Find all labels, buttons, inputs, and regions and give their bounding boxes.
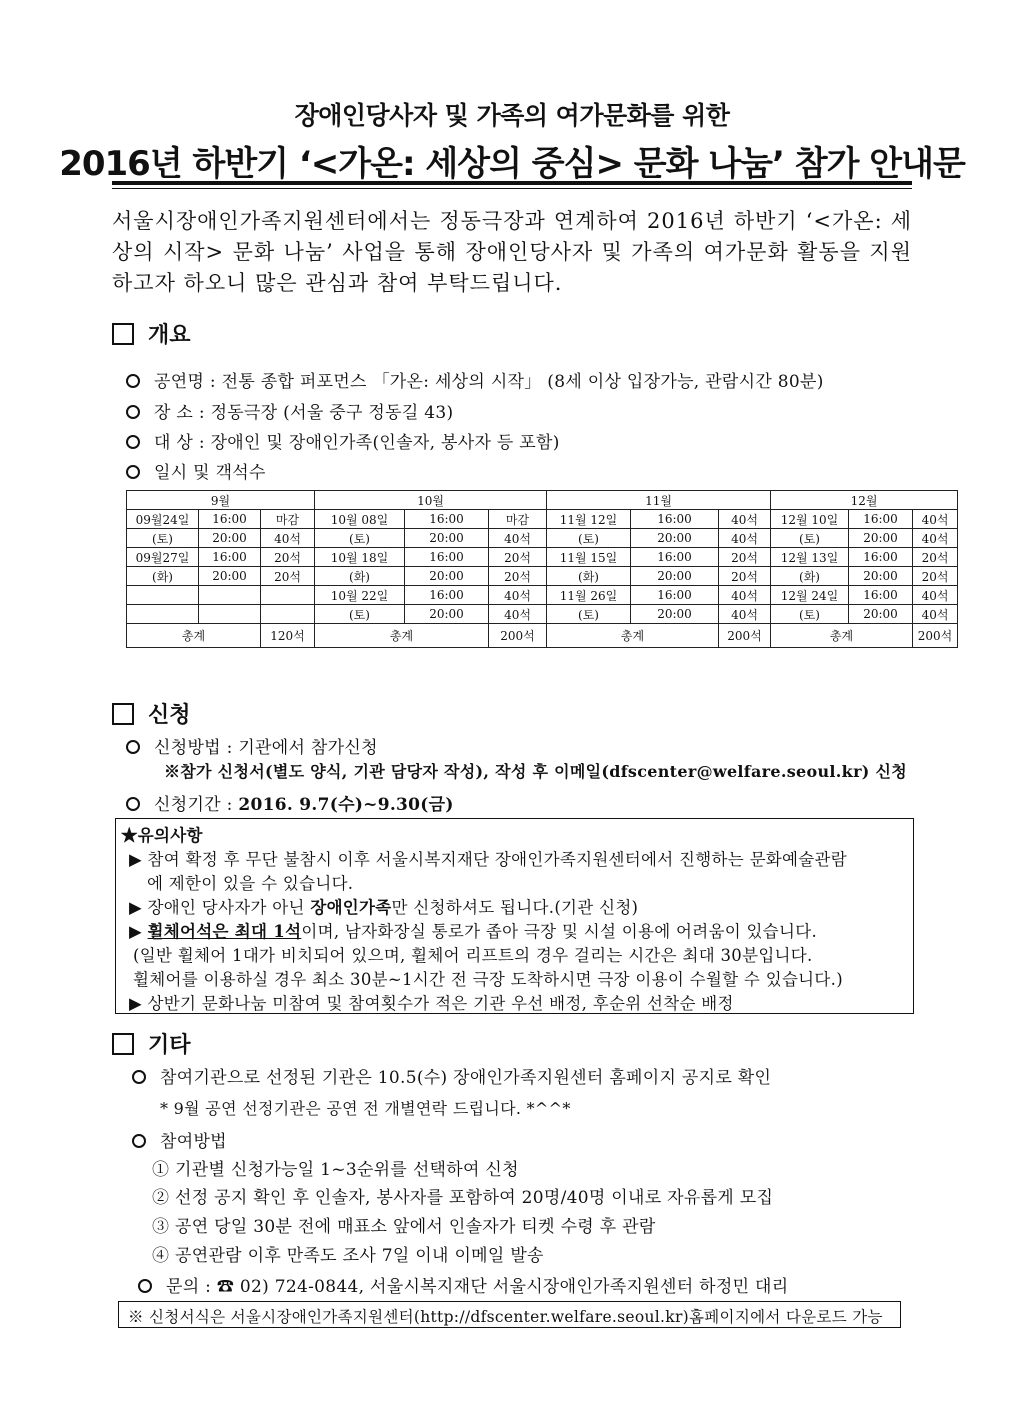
cell (127, 586, 199, 605)
cell: 16:00 (405, 586, 489, 605)
notice-item-5: 휠체어를 이용하실 경우 최소 30분~1시간 전 극장 도착하시면 극장 이용이 수월할 수 있습니다.) (133, 970, 843, 989)
apply-method (126, 733, 378, 758)
total-label: 총계 (315, 624, 489, 648)
total-label: 총계 (547, 624, 719, 648)
cell: 40석 (719, 529, 771, 548)
section-apply (112, 698, 191, 729)
circle-bullet-icon (126, 740, 140, 754)
cell: 16:00 (631, 586, 719, 605)
cell: 11월 26일 (547, 586, 631, 605)
etc-selection-text: 참여기관으로 선정된 기관은 10.5(수) 장애인가족지원센터 홈페이지 공지로 확인 (160, 1068, 772, 1088)
circle-bullet-icon (126, 465, 140, 479)
total-value: 120석 (261, 624, 315, 648)
cell: 10월 18일 (315, 548, 405, 567)
cell: 40석 (913, 529, 958, 548)
cell: (토) (771, 605, 849, 624)
overview-venue-text: 장 소 : 정동극장 (서울 중구 정동길 43) (154, 403, 454, 423)
cell: 20석 (261, 548, 315, 567)
circle-bullet-icon (132, 1070, 146, 1084)
total-label: 총계 (771, 624, 913, 648)
cell: (화) (547, 567, 631, 586)
month-header: 10월 (315, 491, 547, 510)
footer-note: ※ 신청서식은 서울시장애인가족지원센터(http://dfscenter.welfare.seoul.kr)홈페이지에서 다운로드 가능 (128, 1308, 883, 1326)
apply-period-label: 신청기간 : (154, 795, 239, 815)
title-line-1: 장애인당사자 및 가족의 여가문화를 위한 (294, 101, 730, 130)
cell: (토) (547, 529, 631, 548)
notice-item-1a: ▶ 참여 확정 후 무단 불참시 이후 서울시복지재단 장애인가족지원센터에서 진행하는 문화예술관람 (129, 850, 847, 869)
notice-item-6: ▶ 상반기 문화나눔 미참여 및 참여횟수가 적은 기관 우선 배정, 후순위 선착순 배정 (129, 994, 734, 1013)
cell: 20:00 (405, 605, 489, 624)
notice-heading: ★유의사항 (121, 826, 203, 845)
cell: 11월 15일 (547, 548, 631, 567)
overview-performance-text: 공연명 : 전통 종합 퍼포먼스 「가온: 세상의 시작」 (8세 이상 입장가능, 관람시간 80분) (154, 372, 824, 392)
section-apply-heading: 신청 (148, 702, 191, 728)
etc-step-4: ④ 공연관람 이후 만족도 조사 7일 이내 이메일 발송 (152, 1246, 544, 1266)
total-row (127, 624, 958, 648)
cell: 20:00 (631, 567, 719, 586)
intro-paragraph: 서울시장애인가족지원센터에서는 정동극장과 연계하여 2016년 하반기 ‘<가온: 세상의 시작> 문화 나눔’ 사업을 통해 장애인당사자 및 가족의 여가문화 활동을 지원하고자 하오니 많은 관심과 참여 부탁드립니다. (112, 209, 912, 295)
cell: 10월 08일 (315, 510, 405, 529)
cell: 16:00 (849, 548, 913, 567)
cell: (토) (315, 529, 405, 548)
cell: 16:00 (405, 510, 489, 529)
apply-period (126, 790, 454, 815)
apply-method-text: 신청방법 : 기관에서 참가신청 (154, 738, 378, 758)
circle-bullet-icon (126, 435, 140, 449)
cell: 20:00 (405, 567, 489, 586)
cell: 40석 (261, 529, 315, 548)
notice-item-2-bold: 장애인가족 (310, 898, 392, 917)
cell: (토) (771, 529, 849, 548)
section-overview (112, 318, 191, 349)
cell: 40석 (489, 529, 547, 548)
cell: 마감 (261, 510, 315, 529)
total-label: 총계 (127, 624, 261, 648)
month-header: 12월 (771, 491, 958, 510)
overview-performance (126, 367, 824, 392)
cell: 16:00 (405, 548, 489, 567)
schedule-table (126, 490, 958, 648)
cell (127, 605, 199, 624)
cell: 16:00 (631, 510, 719, 529)
cell: (토) (315, 605, 405, 624)
cell: 20:00 (199, 567, 261, 586)
table-row (127, 548, 958, 567)
circle-bullet-icon (132, 1134, 146, 1148)
total-value: 200석 (719, 624, 771, 648)
section-etc (112, 1028, 191, 1059)
etc-step-1: ① 기관별 신청가능일 1~3순위를 선택하여 신청 (152, 1160, 519, 1180)
cell: 16:00 (199, 510, 261, 529)
cell: 12월 10일 (771, 510, 849, 529)
cell: 40석 (913, 605, 958, 624)
total-value: 200석 (489, 624, 547, 648)
notice-item-2-post: 만 신청하셔도 됩니다.(기관 신청) (391, 898, 639, 917)
cell: 20:00 (631, 529, 719, 548)
cell (199, 605, 261, 624)
etc-method-label (132, 1127, 227, 1152)
apply-method-note: ※참가 신청서(별도 양식, 기관 담당자 작성), 작성 후 이메일(dfscenter@welfare.seoul.kr) 신청 (164, 762, 908, 781)
circle-bullet-icon (126, 405, 140, 419)
cell: 40석 (719, 586, 771, 605)
notice-item-3-post: 이며, 남자화장실 통로가 좁아 극장 및 시설 이용에 어려움이 있습니다. (301, 922, 818, 941)
cell: 20석 (913, 567, 958, 586)
cell: 16:00 (849, 586, 913, 605)
etc-method-label-text: 참여방법 (160, 1132, 227, 1152)
etc-contact-text: 문의 : ☎ 02) 724-0844, 서울시복지재단 서울시장애인가족지원센터 하정민 대리 (166, 1277, 789, 1297)
overview-target-text: 대 상 : 장애인 및 장애인가족(인솔자, 봉사자 등 포함) (154, 433, 560, 453)
overview-schedule-label-text: 일시 및 객석수 (154, 463, 266, 483)
table-row (127, 510, 958, 529)
cell: (화) (771, 567, 849, 586)
cell: 20석 (913, 548, 958, 567)
month-header: 11월 (547, 491, 771, 510)
circle-bullet-icon (138, 1279, 152, 1293)
cell (261, 586, 315, 605)
section-overview-heading: 개요 (148, 322, 191, 348)
etc-step-2: ② 선정 공지 확인 후 인솔자, 봉사자를 포함하여 20명/40명 이내로 자유롭게 모집 (152, 1188, 774, 1208)
cell: (화) (127, 567, 199, 586)
cell: 20:00 (849, 529, 913, 548)
cell: (토) (127, 529, 199, 548)
overview-target (126, 428, 560, 453)
table-row (127, 605, 958, 624)
table-row (127, 567, 958, 586)
apply-period-value: 2016. 9.7(수)~9.30(금) (238, 795, 454, 815)
checkbox-square-icon (112, 1033, 134, 1055)
cell: 20:00 (631, 605, 719, 624)
title-rule-thin (112, 188, 912, 189)
cell: 20:00 (849, 605, 913, 624)
cell: 11월 12일 (547, 510, 631, 529)
cell: 40석 (489, 586, 547, 605)
overview-schedule-label (126, 458, 266, 483)
total-value: 200석 (913, 624, 958, 648)
circle-bullet-icon (126, 797, 140, 811)
cell: 12월 24일 (771, 586, 849, 605)
cell: 마감 (489, 510, 547, 529)
section-etc-heading: 기타 (148, 1032, 191, 1058)
cell: 20:00 (199, 529, 261, 548)
cell: 09월27일 (127, 548, 199, 567)
cell: 20석 (489, 567, 547, 586)
cell (261, 605, 315, 624)
cell: 20석 (719, 548, 771, 567)
circle-bullet-icon (126, 374, 140, 388)
cell: 40석 (489, 605, 547, 624)
cell: 12월 13일 (771, 548, 849, 567)
cell: 40석 (719, 605, 771, 624)
cell: 20:00 (405, 529, 489, 548)
cell: 16:00 (849, 510, 913, 529)
cell: 09월24일 (127, 510, 199, 529)
notice-item-4: (일반 휠체어 1대가 비치되어 있으며, 휠체어 리프트의 경우 걸리는 시간은 최대 30분입니다. (133, 946, 813, 965)
cell: (토) (547, 605, 631, 624)
table-row (127, 529, 958, 548)
table-row (127, 586, 958, 605)
checkbox-square-icon (112, 323, 134, 345)
cell: 20석 (719, 567, 771, 586)
cell: 20석 (489, 548, 547, 567)
etc-selection (132, 1063, 771, 1088)
etc-selection-note: * 9월 공연 선정기관은 공연 전 개별연락 드립니다. *^^* (160, 1099, 571, 1118)
cell: 10월 22일 (315, 586, 405, 605)
cell: 40석 (719, 510, 771, 529)
notice-item-2-pre: ▶ 장애인 당사자가 아닌 (129, 898, 311, 917)
cell (199, 586, 261, 605)
notice-item-1b: 에 제한이 있을 수 있습니다. (147, 874, 354, 893)
etc-step-3: ③ 공연 당일 30분 전에 매표소 앞에서 인솔자가 티켓 수령 후 관람 (152, 1217, 656, 1237)
cell: 40석 (913, 586, 958, 605)
notice-item-2 (129, 894, 638, 918)
title-rule-thick (112, 181, 912, 185)
cell: 20석 (261, 567, 315, 586)
cell: 16:00 (631, 548, 719, 567)
notice-item-3 (129, 918, 817, 942)
cell: 20:00 (849, 567, 913, 586)
etc-contact (138, 1272, 788, 1297)
cell: (화) (315, 567, 405, 586)
cell: 40석 (913, 510, 958, 529)
month-header-row (127, 491, 958, 510)
cell: 16:00 (199, 548, 261, 567)
notice-item-3-pre: ▶ (129, 922, 148, 941)
title-line-2: 2016년 하반기 ‘<가온: 세상의 중심> 문화 나눔’ 참가 안내문 (59, 144, 965, 184)
checkbox-square-icon (112, 703, 134, 725)
notice-item-3-bold: 휠체어석은 최대 1석 (147, 922, 302, 941)
overview-venue (126, 398, 453, 423)
month-header: 9월 (127, 491, 315, 510)
